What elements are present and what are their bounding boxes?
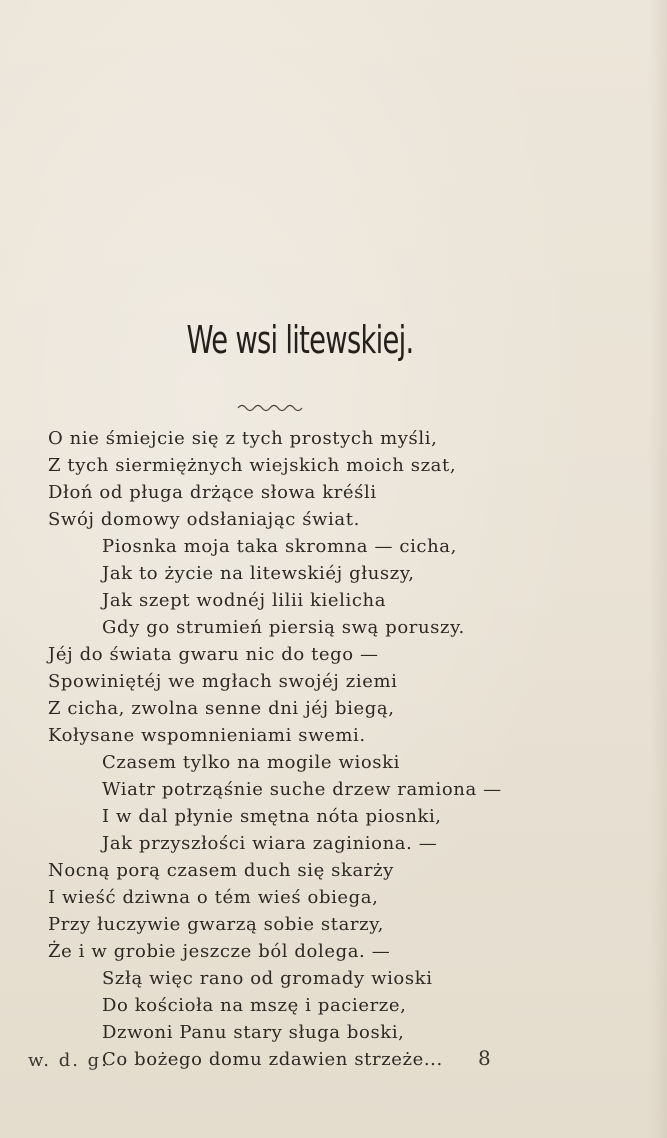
poem-line: Nocną porą czasem duch się skarży — [48, 860, 394, 881]
poem-line: Jak to życie na litewskiéj głuszy, — [102, 563, 415, 584]
poem-line: Piosnka moja taka skromna — cicha, — [102, 536, 457, 557]
poem-line: Wiatr potrząśnie suche drzew ramiona — — [102, 779, 502, 800]
poem-line: Jéj do świata gwaru nic do tego — — [48, 644, 379, 665]
poem-line: O nie śmiejcie się z tych prostych myśli, — [48, 428, 438, 449]
poem-line: Z tych siermiężnych wiejskich moich szat, — [48, 455, 457, 476]
poem-line: Z cicha, zwolna senne dni jéj biegą, — [48, 698, 395, 719]
page-number: 8 — [478, 1046, 491, 1070]
poem-line: Że i w grobie jeszcze ból dolega. — — [48, 941, 391, 962]
poem-line: I wieść dziwna o tém wieś obiega, — [48, 887, 379, 908]
signature: w. d. g. — [28, 1050, 109, 1071]
poem-line: Swój domowy odsłaniając świat. — [48, 509, 360, 530]
poem-title: We wsi litewskiej. — [186, 318, 414, 362]
poem-line: Gdy go strumień piersią swą poruszy. — [102, 617, 465, 638]
poem-line: Szłą więc rano od gromady wioski — [102, 968, 433, 989]
poem-line: Kołysane wspomnieniami swemi. — [48, 725, 366, 746]
poem-line: Czasem tylko na mogile wioski — [102, 752, 400, 773]
poem-line: Spowiniętéj we mgłach swojéj ziemi — [48, 671, 398, 692]
poem-line: Dzwoni Panu stary sługa boski, — [102, 1022, 405, 1043]
poem-line: Jak przyszłości wiara zaginiona. — — [102, 833, 438, 854]
poem-line: Przy łuczywie gwarzą sobie starzy, — [48, 914, 384, 935]
poem-line: I w dal płynie smętna nóta piosnki, — [102, 806, 442, 827]
ornament-divider — [236, 400, 308, 414]
poem-line: Jak szept wodnéj lilii kielicha — [102, 590, 387, 611]
poem-line: Co bożego domu zdawien strzeże... — [102, 1049, 443, 1070]
poem-line: Dłoń od pługa drżące słowa kréśli — [48, 482, 377, 503]
poem-line: Do kościoła na mszę i pacierze, — [102, 995, 407, 1016]
